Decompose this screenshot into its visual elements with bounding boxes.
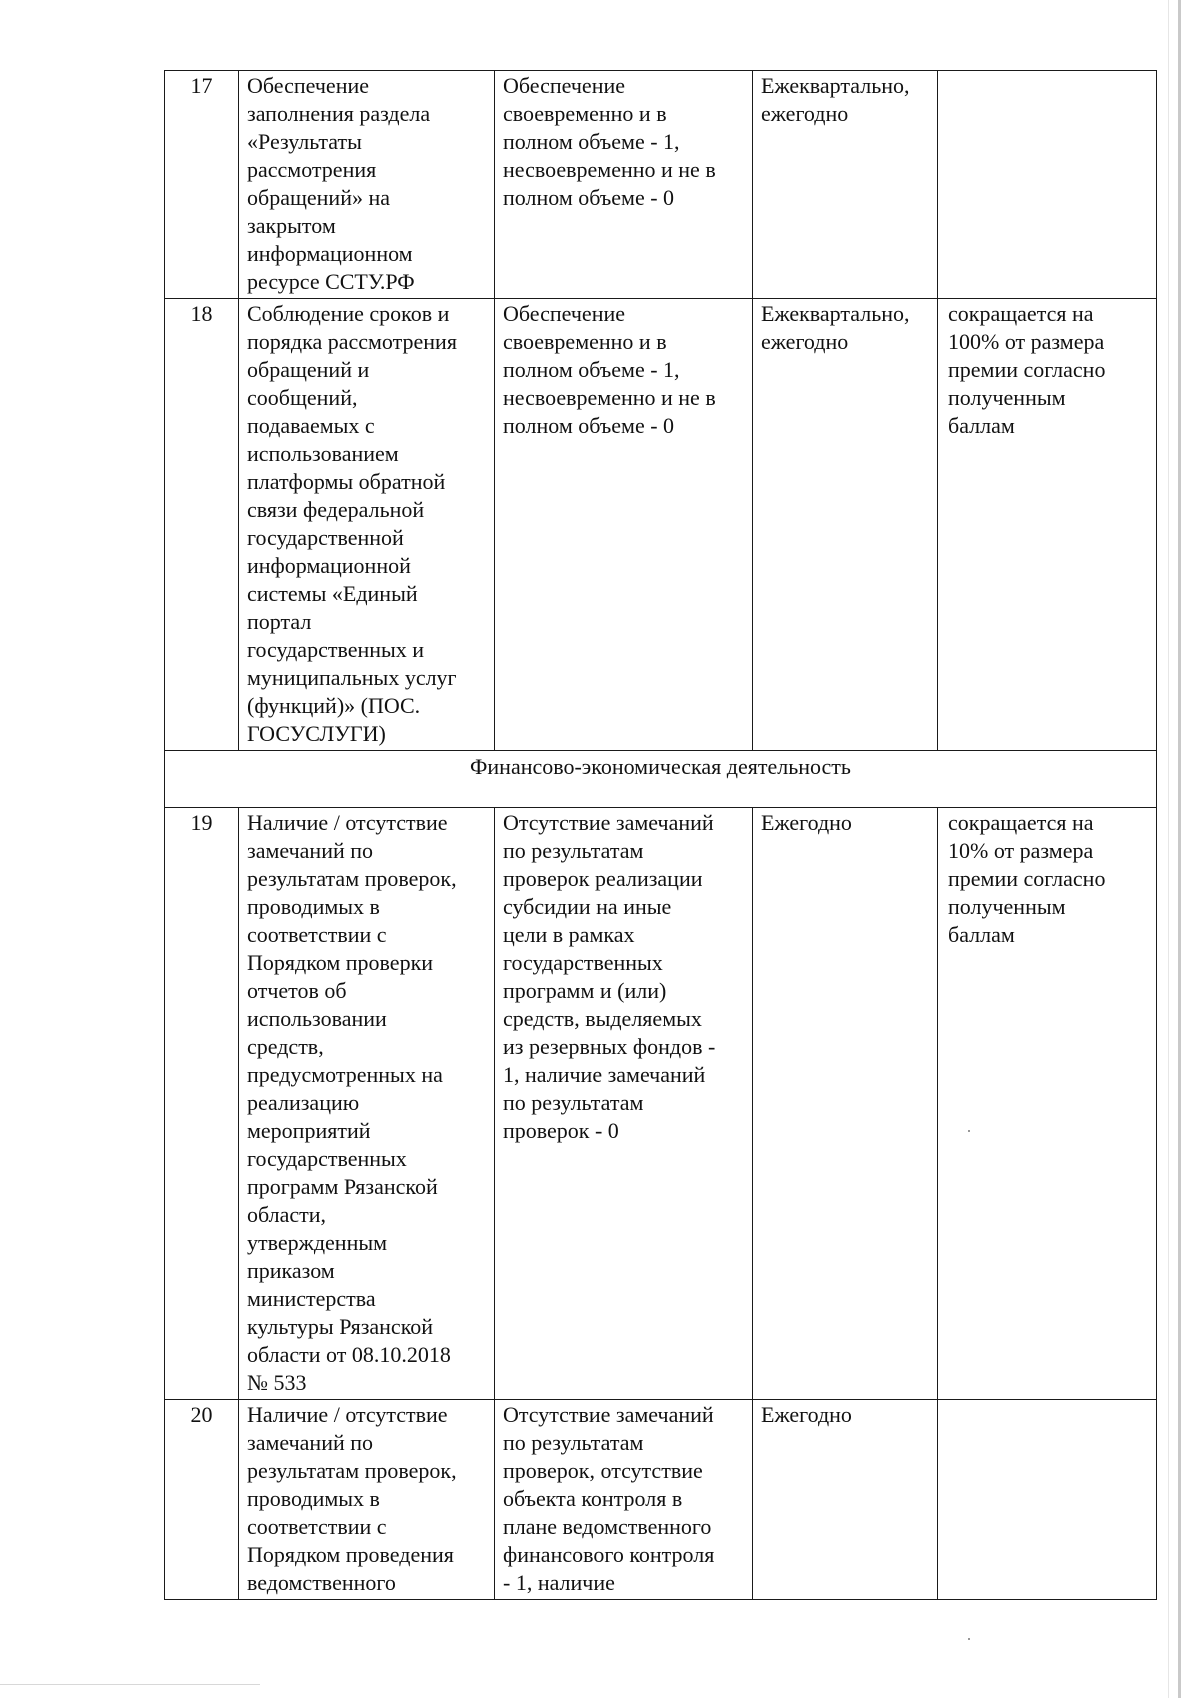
reduction-text: сокращается на 100% от размера премии согласно полученным баллам: [948, 301, 1106, 438]
period-text: Ежеквартально, ежегодно: [761, 301, 910, 354]
evaluation-text: Обеспечение своевременно и в полном объеме - 1, несвоевременно и не в полном объеме - 0: [503, 301, 716, 438]
criterion-cell: [239, 71, 495, 299]
evaluation-cell: [495, 808, 753, 1400]
row-number: 19: [165, 808, 239, 1400]
section-row: [165, 751, 1157, 808]
period-cell: [753, 808, 938, 1400]
period-cell: [753, 1400, 938, 1600]
scan-bottom-line: [0, 1684, 260, 1685]
table-row: [165, 299, 1157, 751]
reduction-text: сокращается на 10% от размера премии согласно полученным баллам: [948, 810, 1106, 947]
reduction-cell: [938, 1400, 1157, 1600]
row-number: 18: [165, 299, 239, 751]
evaluation-cell: [495, 299, 753, 751]
evaluation-text: Отсутствие замечаний по результатам проверок, отсутствие объекта контроля в плане ведомственного финансового контроля - 1, наличие: [503, 1402, 715, 1595]
scan-edge: [1178, 0, 1181, 1698]
table-row: [165, 808, 1157, 1400]
period-text: Ежеквартально, ежегодно: [761, 73, 910, 126]
table-row: [165, 1400, 1157, 1600]
scan-speck: [968, 1638, 970, 1640]
criterion-cell: [239, 299, 495, 751]
criterion-text: Наличие / отсутствие замечаний по результатам проверок, проводимых в соответствии с Порядком проверки отчетов об использовании средств, предусмотренных на реализацию мероприятий государственных программ Рязанской области, утвержденным приказом министерства культуры Рязанской области от 08.10.2018 № 533: [247, 810, 457, 1395]
evaluation-cell: [495, 71, 753, 299]
section-title: Финансово-экономическая деятельность: [165, 751, 1157, 808]
period-cell: [753, 299, 938, 751]
scan-edge-shadow: [1168, 0, 1169, 1698]
reduction-cell: [938, 299, 1157, 751]
period-text: Ежегодно: [761, 1402, 852, 1427]
reduction-cell: [938, 71, 1157, 299]
criterion-text: Обеспечение заполнения раздела «Результаты рассмотрения обращений» на закрытом информационном ресурсе ССТУ.РФ: [247, 73, 431, 294]
reduction-cell: [938, 808, 1157, 1400]
criterion-text: Наличие / отсутствие замечаний по результатам проверок, проводимых в соответствии с Порядком проведения ведомственного: [247, 1402, 457, 1595]
table-row: [165, 71, 1157, 299]
period-text: Ежегодно: [761, 810, 852, 835]
period-cell: [753, 71, 938, 299]
row-number: 20: [165, 1400, 239, 1600]
evaluation-text: Отсутствие замечаний по результатам проверок реализации субсидии на иные цели в рамках государственных программ и (или) средств, выделяемых из резервных фондов - 1, наличие замечаний по результатам проверок - 0: [503, 810, 716, 1143]
criterion-cell: [239, 808, 495, 1400]
evaluation-text: Обеспечение своевременно и в полном объеме - 1, несвоевременно и не в полном объеме - 0: [503, 73, 716, 210]
evaluation-cell: [495, 1400, 753, 1600]
criteria-table: [164, 70, 1157, 1600]
criterion-text: Соблюдение сроков и порядка рассмотрения обращений и сообщений, подаваемых с использованием платформы обратной связи федеральной государственной информационной системы «Единый портал государственных и муниципальных услуг (функций)» (ПОС. ГОСУСЛУГИ): [247, 301, 457, 746]
row-number: 17: [165, 71, 239, 299]
criterion-cell: [239, 1400, 495, 1600]
